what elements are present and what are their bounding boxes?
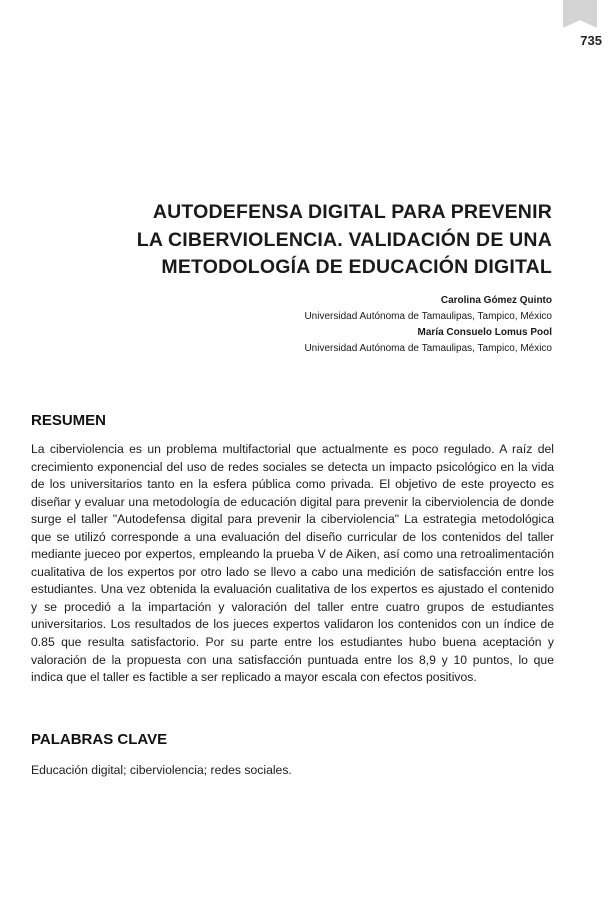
page-number: 735: [580, 33, 602, 48]
abstract-heading: RESUMEN: [31, 412, 107, 429]
author-name: María Consuelo Lomus Pool: [417, 327, 552, 338]
title-line: METODOLOGÍA DE EDUCACIÓN DIGITAL: [161, 256, 552, 278]
paper-title: [82, 199, 552, 282]
keywords-text: Educación digital; ciberviolencia; redes sociales.: [31, 763, 292, 777]
author-affiliation: Universidad Autónoma de Tamaulipas, Tampico, México: [304, 343, 552, 354]
bookmark-ribbon-icon: [563, 0, 597, 28]
author-name: Carolina Gómez Quinto: [440, 295, 552, 306]
keywords-heading: PALABRAS CLAVE: [31, 731, 168, 748]
author-affiliation: Universidad Autónoma de Tamaulipas, Tampico, México: [304, 311, 552, 322]
title-line: AUTODEFENSA DIGITAL PARA PREVENIR: [152, 201, 552, 223]
author-block: [152, 293, 552, 357]
title-line: LA CIBERVIOLENCIA. VALIDACIÓN DE UNA: [136, 228, 552, 251]
abstract-text: La ciberviolencia es un problema multifactorial que actualmente es poco regulado. A raíz del crecimiento exponencial del uso de redes sociales se detecta un impacto psicológico en la vida de los universitarios tanto en la esfera pública como privada. El objetivo de este proyecto es diseñar y evaluar una metodología de educación digital para prevenir la ciberviolencia de donde surge el taller "Autodefensa digital para prevenir la ciberviolencia" La estrategia metodológica que se utilizó corresponde a una evaluación del diseño curricular de los contenidos del taller mediante jueceo por expertos, empleando la prueba V de Aiken, así como una retroalimentación cualitativa de los expertos por otro lado se llevo a cabo una medición de satisfacción entre los estudiantes. Una vez obtenida la evaluación cualitativa de los expertos es ajustado el contenido y se procedió a la impartación y valoración del taller entre cuatro grupos de estudiantes universitarios. Los resultados de los jueces expertos validaron los contenidos con un índice de 0.85 que resulta satisfactorio. Por su parte entre los estudiantes hubo buena aceptación y valoración de la propuesta con una satisfacción puntuada entre los 8,9 y 10 puntos, lo que indica que el taller es factible a ser replicado a mayor escala con efectos positivos.: [31, 442, 554, 685]
